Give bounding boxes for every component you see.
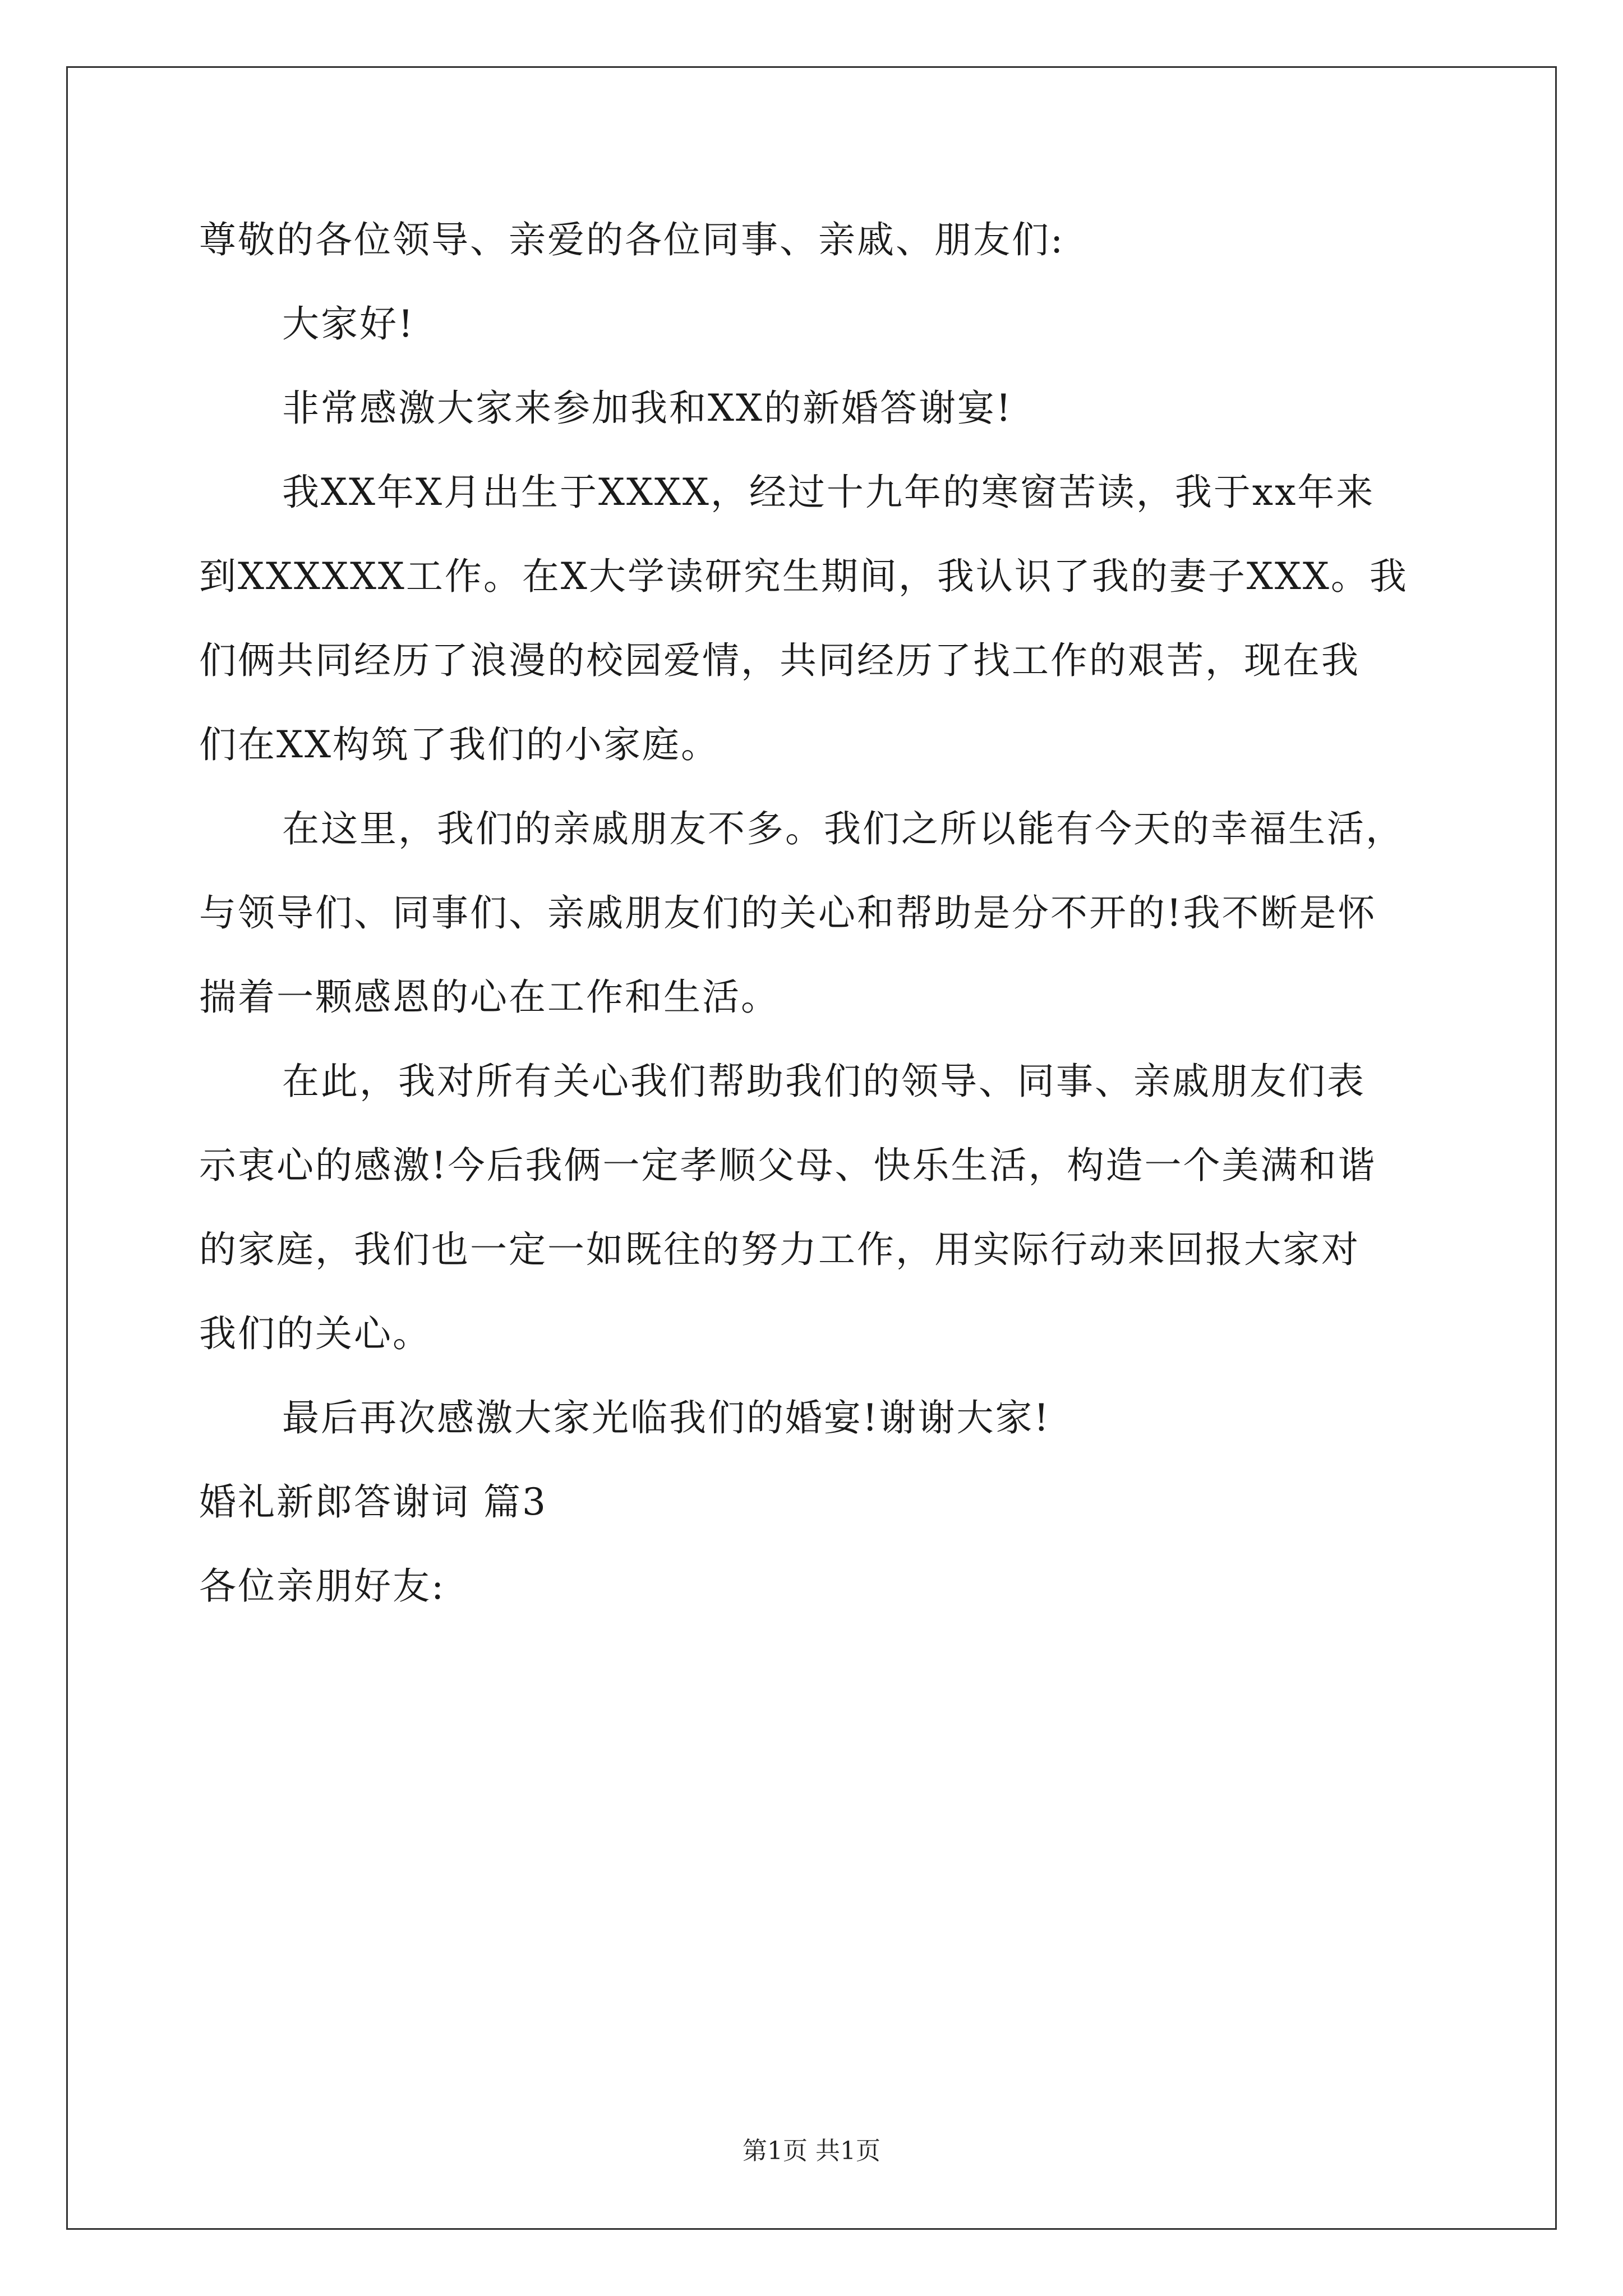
salutation-line: 尊敬的各位领导、亲爱的各位同事、亲戚、朋友们:	[199, 218, 1065, 261]
paragraph-line: 们在XX构筑了我们的小家庭。	[199, 723, 720, 766]
paragraph-line: 在此，我对所有关心我们帮助我们的领导、同事、亲戚朋友们表	[282, 1060, 1366, 1103]
paragraph-line: 的家庭，我们也一定一如既往的努力工作，用实际行动来回报大家对	[199, 1228, 1360, 1271]
paragraph-line: 在这里，我们的亲戚朋友不多。我们之所以能有今天的幸福生活，	[282, 807, 1404, 850]
paragraph-line: 示衷心的感激!今后我俩一定孝顺父母、快乐生活，构造一个美满和谐	[199, 1144, 1377, 1187]
closing-line: 最后再次感激大家光临我们的婚宴!谢谢大家!	[282, 1396, 1051, 1439]
paragraph-line: 我XX年X月出生于XXXX，经过十九年的寒窗苦读，我于xx年来	[282, 471, 1375, 514]
thanks-line: 非常感激大家来参加我和XX的新婚答谢宴!	[282, 386, 1013, 430]
paragraph-line: 到XXXXXX工作。在X大学读研究生期间，我认识了我的妻子XXX。我	[199, 555, 1408, 598]
salutation-line: 各位亲朋好友:	[199, 1565, 446, 1608]
paragraph-line: 我们的关心。	[199, 1312, 431, 1355]
page-number-footer: 第1页 共1页	[743, 2137, 880, 2165]
paragraph-line: 们俩共同经历了浪漫的校园爱情，共同经历了找工作的艰苦，现在我	[199, 639, 1360, 682]
paragraph-line: 与领导们、同事们、亲戚朋友们的关心和帮助是分不开的!我不断是怀	[199, 891, 1377, 935]
paragraph-line: 揣着一颗感恩的心在工作和生活。	[199, 976, 780, 1019]
greeting-line: 大家好!	[282, 302, 415, 346]
section-heading: 婚礼新郎答谢词 篇3	[199, 1480, 547, 1524]
